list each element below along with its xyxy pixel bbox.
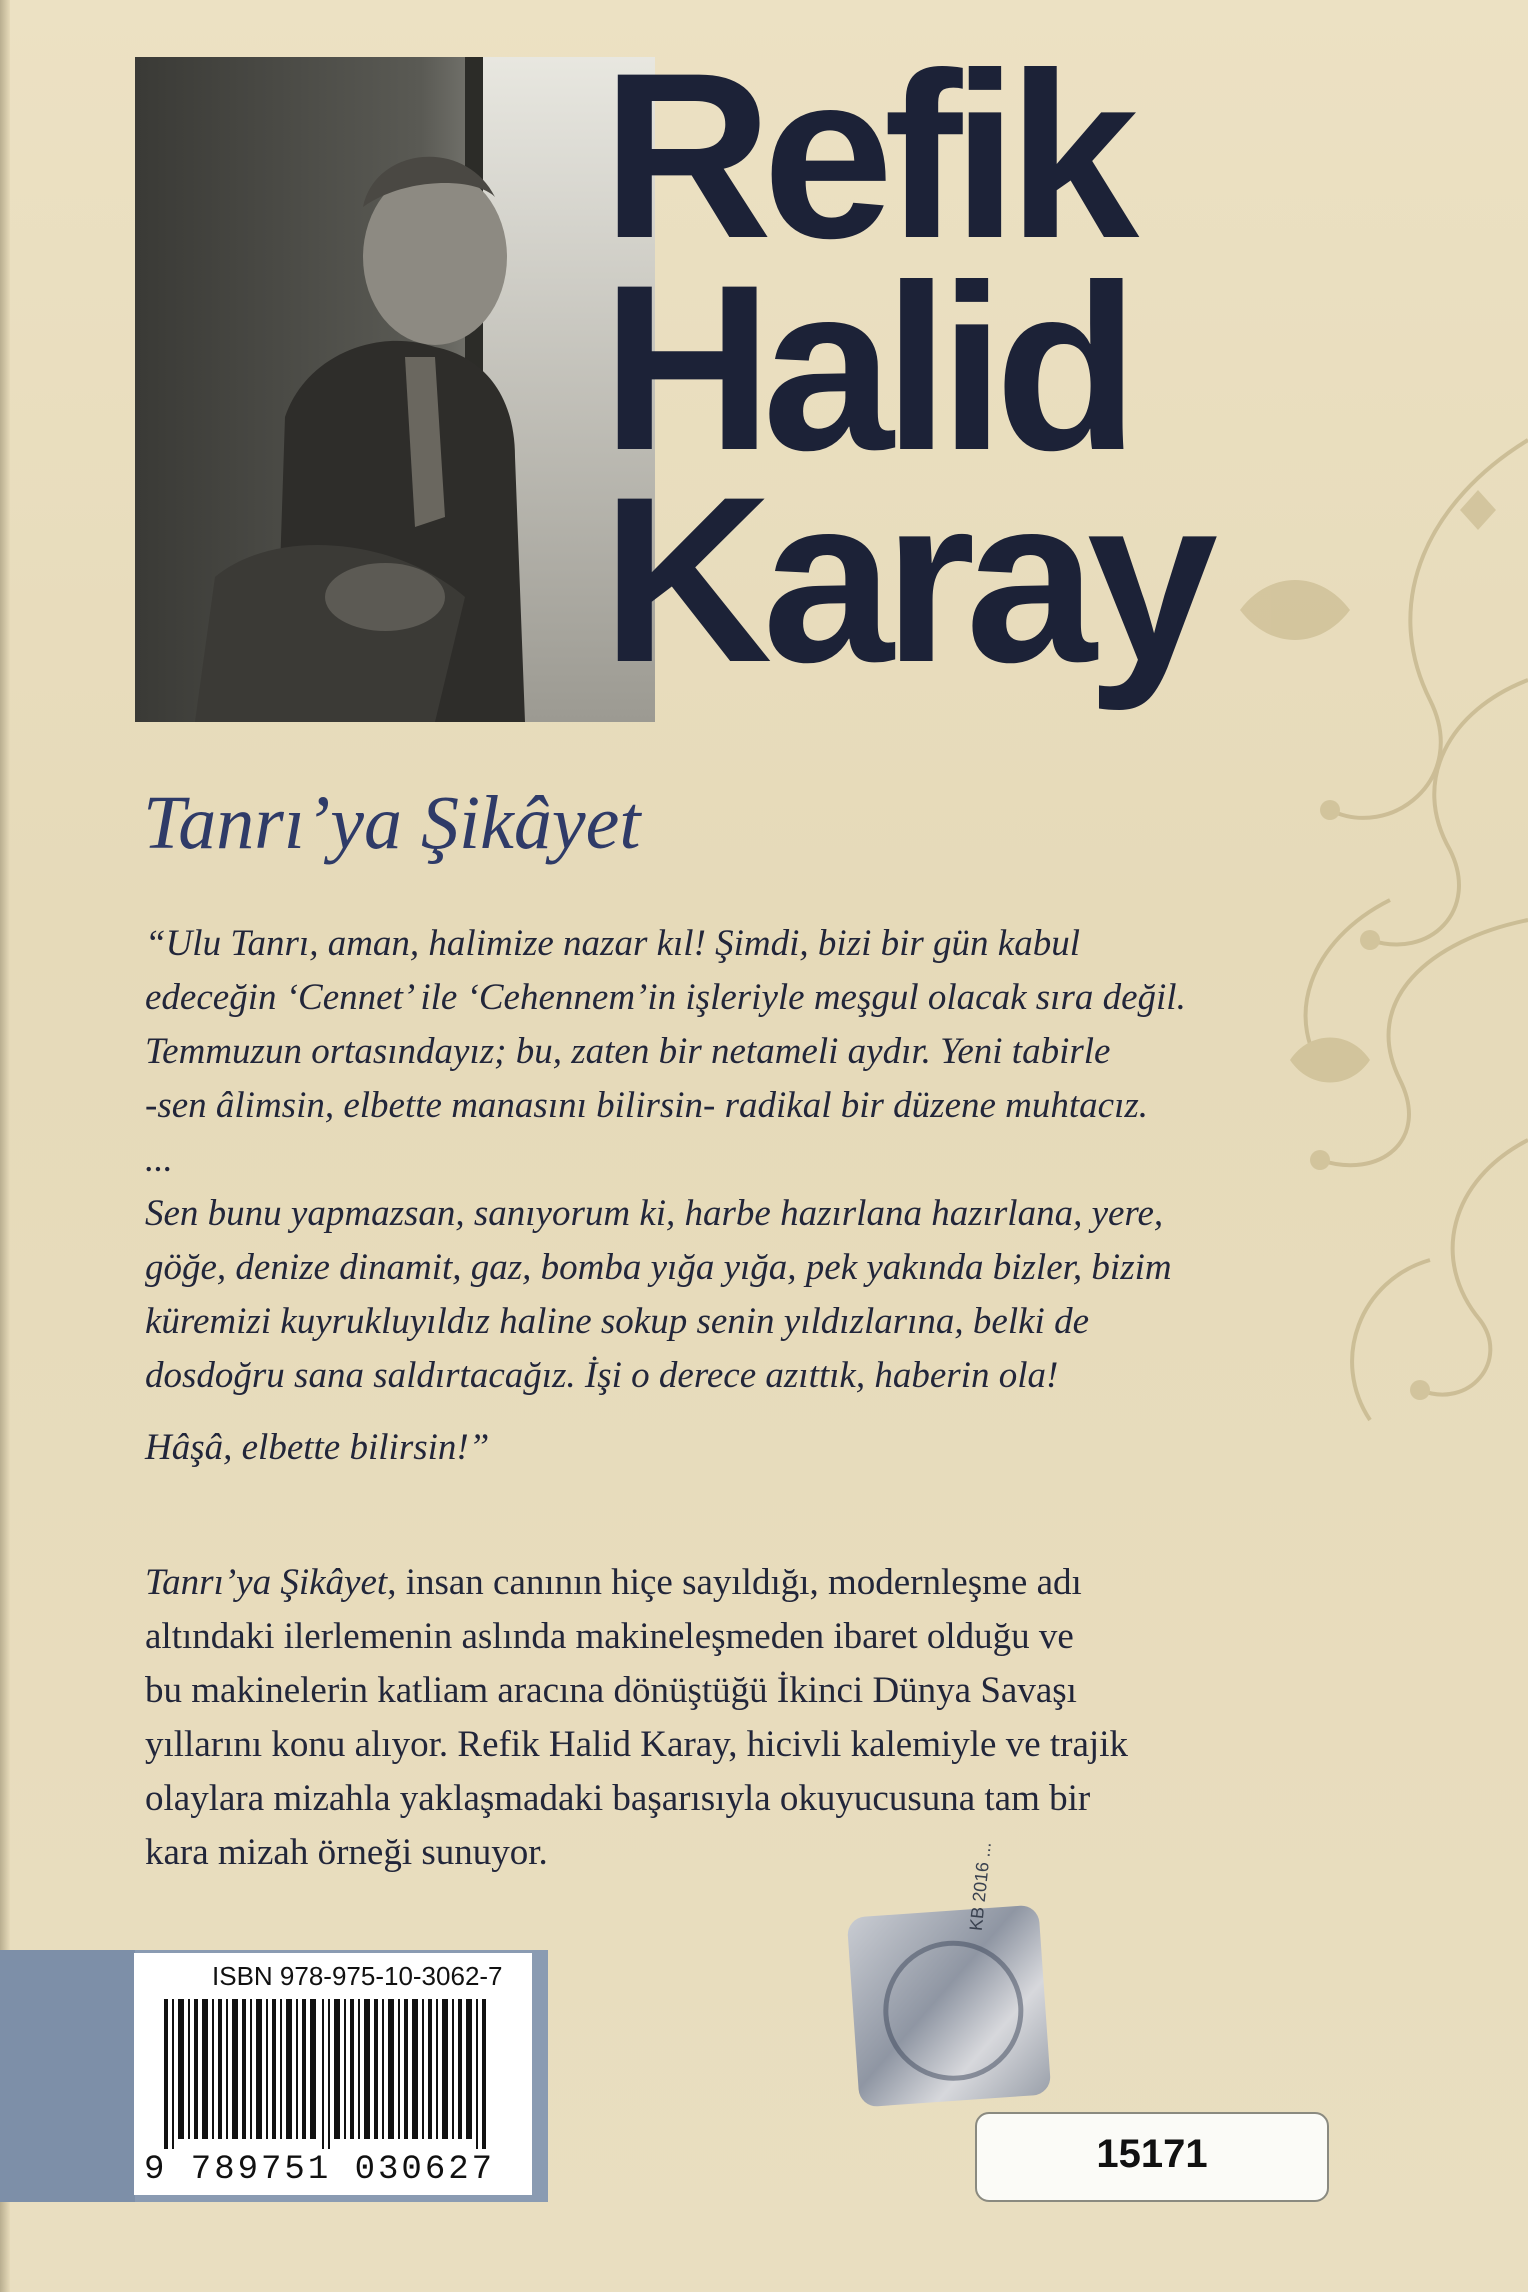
quote-ellipsis: ... [145, 1139, 173, 1180]
author-name [602, 24, 1209, 712]
description-title-ref: Tanrı’ya Şikâyet [145, 1562, 388, 1603]
author-middle-name: Halid [602, 236, 1129, 500]
hologram-text: KB 2016 ... [965, 1841, 995, 1932]
description-line [145, 1556, 1295, 1610]
description-line: altındaki ilerlemenin aslında makineleşmeden ibaret olduğu ve [145, 1616, 1074, 1657]
description-line: kara mizah örneği sunuyor. [145, 1832, 548, 1873]
book-quote [145, 917, 1295, 1475]
quote-line: küremizi kuyrukluyıldız haline sokup senin yıldızlarına, belki de [145, 1301, 1090, 1342]
barcode-box [134, 1953, 532, 2195]
spine-edge [0, 0, 10, 2292]
description-line-rest: , insan canının hiçe sayıldığı, modernleşme adı [387, 1562, 1082, 1603]
barcode-digits: 9 789751 030627 [144, 2151, 496, 2189]
description-line: yıllarını konu alıyor. Refik Halid Karay, hicivli kalemiyle ve trajik [145, 1724, 1128, 1765]
hologram-seal [879, 1936, 1028, 2085]
barcode-bars [164, 1999, 504, 2149]
barcode-band-edge [0, 1950, 135, 2202]
author-photo [135, 57, 655, 722]
quote-line: “Ulu Tanrı, aman, halimize nazar kıl! Şimdi, bizi bir gün kabul [145, 923, 1081, 964]
quote-line: göğe, denize dinamit, gaz, bomba yığa yığa, pek yakında bizler, bizim [145, 1247, 1172, 1288]
author-last-name: Karay [602, 448, 1209, 712]
hologram-sticker [847, 1841, 1052, 2108]
description-line: bu makinelerin katliam aracına dönüştüğü İkinci Dünya Savaşı [145, 1670, 1077, 1711]
author-first-name: Refik [602, 24, 1130, 288]
quote-line: edeceğin ‘Cennet’ ile ‘Cehennem’in işleriyle meşgul olacak sıra değil. [145, 977, 1186, 1018]
book-description [145, 1556, 1295, 1880]
price-tag-code: 15171 [1096, 2132, 1208, 2176]
quote-closing: Hâşâ, elbette bilirsin!” [145, 1427, 490, 1468]
description-line: olaylara mizahla yaklaşmadaki başarısıyla okuyucusuna tam bir [145, 1778, 1091, 1819]
isbn-label: ISBN 978-975-10-3062-7 [212, 1961, 503, 1991]
quote-line: dosdoğru sana saldırtacağız. İşi o derece azıttık, haberin ola! [145, 1355, 1059, 1396]
quote-line: Temmuzun ortasındayız; bu, zaten bir netameli aydır. Yeni tabirle [145, 1031, 1111, 1072]
quote-line: Sen bunu yapmazsan, sanıyorum ki, harbe hazırlana hazırlana, yere, [145, 1193, 1164, 1234]
price-tag [975, 2112, 1329, 2202]
book-title: Tanrı’ya Şikâyet [143, 781, 641, 865]
quote-line: -sen âlimsin, elbette manasını bilirsin- radikal bir düzene muhtacız. [145, 1085, 1149, 1126]
